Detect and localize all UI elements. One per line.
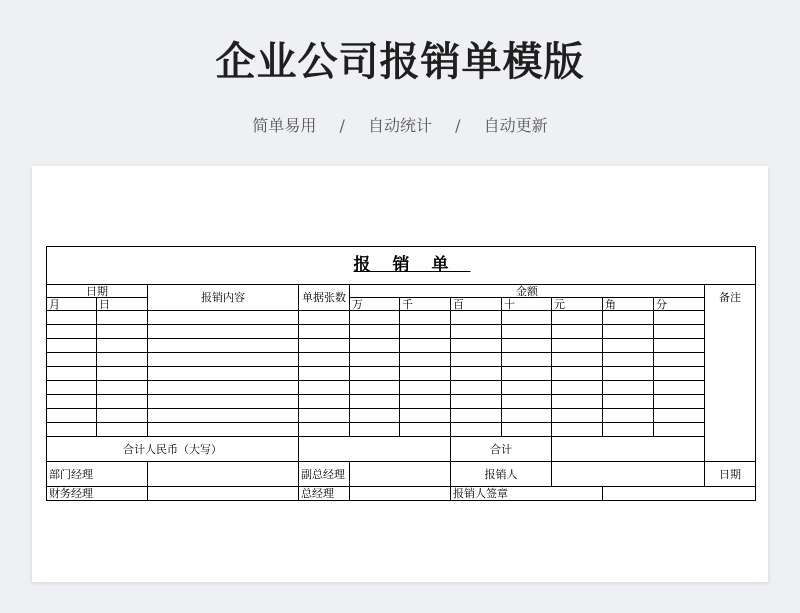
entry-cell[interactable] <box>47 381 97 395</box>
entry-cell[interactable] <box>47 353 97 367</box>
entry-cell[interactable] <box>400 409 451 423</box>
entry-cell[interactable] <box>552 325 603 339</box>
entry-cell[interactable] <box>603 325 654 339</box>
entry-row <box>47 367 756 381</box>
entry-cell[interactable] <box>47 325 97 339</box>
entry-cell[interactable] <box>552 409 603 423</box>
entry-cell[interactable] <box>148 381 299 395</box>
content-header: 报销内容 <box>148 285 299 311</box>
entry-cell[interactable] <box>148 339 299 353</box>
subtitle-item-auto-stats: 自动统计 <box>367 116 432 135</box>
claimant-label: 报销人 <box>451 462 552 487</box>
entry-cell[interactable] <box>654 311 705 325</box>
entry-cell[interactable] <box>603 353 654 367</box>
claimant-sign-label: 报销人签章 <box>451 487 603 501</box>
entry-cell[interactable] <box>451 381 502 395</box>
entry-cell[interactable] <box>299 381 350 395</box>
entry-cell[interactable] <box>552 353 603 367</box>
entry-cell[interactable] <box>654 325 705 339</box>
entry-cell[interactable] <box>299 311 350 325</box>
month-header: 月 <box>47 298 97 311</box>
unit-jiao: 角 <box>603 298 654 311</box>
entry-cell[interactable] <box>603 409 654 423</box>
document-card <box>32 166 768 582</box>
claimant-sign-value[interactable] <box>603 487 756 501</box>
entry-cell[interactable] <box>451 367 502 381</box>
unit-shi: 十 <box>502 298 552 311</box>
entry-cell[interactable] <box>299 423 350 437</box>
entry-cell[interactable] <box>97 325 148 339</box>
entry-row <box>47 325 756 339</box>
entry-cell[interactable] <box>502 311 552 325</box>
gm-value[interactable] <box>350 487 451 501</box>
subtitle-item-auto-update: 自动更新 <box>483 116 548 135</box>
entry-cell[interactable] <box>552 381 603 395</box>
entry-cell[interactable] <box>654 353 705 367</box>
entry-cell[interactable] <box>603 311 654 325</box>
entry-cell[interactable] <box>552 367 603 381</box>
date-header: 日期 <box>47 285 148 298</box>
entry-cell[interactable] <box>451 339 502 353</box>
entry-cell[interactable] <box>299 325 350 339</box>
entry-cell[interactable] <box>552 339 603 353</box>
entry-cell[interactable] <box>350 423 400 437</box>
entry-cell[interactable] <box>350 325 400 339</box>
entry-cell[interactable] <box>350 409 400 423</box>
entry-cell[interactable] <box>148 395 299 409</box>
entry-cell[interactable] <box>350 339 400 353</box>
entry-cell[interactable] <box>502 381 552 395</box>
entry-row <box>47 409 756 423</box>
entry-cell[interactable] <box>400 311 451 325</box>
entry-cell[interactable] <box>97 409 148 423</box>
entry-cell[interactable] <box>97 311 148 325</box>
finance-manager-value[interactable] <box>148 487 299 501</box>
subtitle-item-easy: 简单易用 <box>252 116 317 135</box>
entry-cell[interactable] <box>148 325 299 339</box>
entry-cell[interactable] <box>97 395 148 409</box>
entry-cell[interactable] <box>97 381 148 395</box>
entry-cell[interactable] <box>97 339 148 353</box>
entry-cell[interactable] <box>400 367 451 381</box>
entry-cell[interactable] <box>97 353 148 367</box>
entry-cell[interactable] <box>603 423 654 437</box>
doc-count-header: 单据张数 <box>299 285 350 311</box>
entry-cell[interactable] <box>299 339 350 353</box>
entry-cell[interactable] <box>148 353 299 367</box>
unit-fen: 分 <box>654 298 705 311</box>
amount-header: 金额 <box>350 285 705 298</box>
entry-cell[interactable] <box>654 339 705 353</box>
entry-cell[interactable] <box>603 395 654 409</box>
entry-cell[interactable] <box>603 381 654 395</box>
unit-wan: 万 <box>350 298 400 311</box>
entry-cell[interactable] <box>47 339 97 353</box>
entry-cell[interactable] <box>603 339 654 353</box>
total-rmb-label: 合计人民币（大写） <box>47 437 299 462</box>
entry-row <box>47 395 756 409</box>
total-label: 合计 <box>451 437 552 462</box>
entry-cell[interactable] <box>299 353 350 367</box>
entry-cell[interactable] <box>148 367 299 381</box>
entry-cell[interactable] <box>148 311 299 325</box>
gm-label: 总经理 <box>299 487 350 501</box>
signature-date-label: 日期 <box>705 462 756 487</box>
total-value[interactable] <box>552 437 705 462</box>
entry-row <box>47 311 756 325</box>
entry-row <box>47 423 756 437</box>
dept-manager-label: 部门经理 <box>47 462 148 487</box>
entry-cell[interactable] <box>148 409 299 423</box>
entry-cell[interactable] <box>400 325 451 339</box>
entry-cell[interactable] <box>654 409 705 423</box>
entry-cell[interactable] <box>97 423 148 437</box>
entry-cell[interactable] <box>654 423 705 437</box>
entry-cell[interactable] <box>400 381 451 395</box>
finance-manager-label: 财务经理 <box>47 487 148 501</box>
entry-cell[interactable] <box>400 353 451 367</box>
entry-row <box>47 381 756 395</box>
entry-cell[interactable] <box>502 367 552 381</box>
entry-cell[interactable] <box>47 395 97 409</box>
entry-cell[interactable] <box>451 325 502 339</box>
unit-bai: 百 <box>451 298 502 311</box>
entry-cell[interactable] <box>654 381 705 395</box>
entry-cell[interactable] <box>654 395 705 409</box>
entry-cell[interactable] <box>451 423 502 437</box>
entry-cell[interactable] <box>502 353 552 367</box>
entry-cell[interactable] <box>400 395 451 409</box>
entry-cell[interactable] <box>552 311 603 325</box>
total-rmb-value[interactable] <box>299 437 451 462</box>
entry-cell[interactable] <box>451 395 502 409</box>
subtitle-separator: / <box>339 116 345 135</box>
entry-cell[interactable] <box>552 395 603 409</box>
entry-cell[interactable] <box>47 409 97 423</box>
entry-cell[interactable] <box>400 423 451 437</box>
entry-cell[interactable] <box>350 367 400 381</box>
entry-cell[interactable] <box>299 367 350 381</box>
entry-cell[interactable] <box>299 409 350 423</box>
entry-cell[interactable] <box>502 409 552 423</box>
entry-cell[interactable] <box>502 339 552 353</box>
entry-cell[interactable] <box>350 353 400 367</box>
entry-cell[interactable] <box>97 367 148 381</box>
entry-cell[interactable] <box>47 423 97 437</box>
entry-cell[interactable] <box>603 367 654 381</box>
form-title: 报销单 <box>47 247 756 285</box>
reimbursement-form <box>46 246 756 501</box>
entry-row <box>47 339 756 353</box>
unit-qian: 千 <box>400 298 451 311</box>
entry-cell[interactable] <box>350 395 400 409</box>
entry-cell[interactable] <box>451 311 502 325</box>
note-header: 备注 <box>705 285 756 462</box>
entry-cell[interactable] <box>502 325 552 339</box>
entry-cell[interactable] <box>299 395 350 409</box>
entry-cell[interactable] <box>148 423 299 437</box>
day-header: 日 <box>97 298 148 311</box>
entry-cell[interactable] <box>654 367 705 381</box>
deputy-gm-value[interactable] <box>350 462 451 487</box>
page-subtitle <box>0 113 800 136</box>
claimant-value[interactable] <box>552 462 705 487</box>
entry-cell[interactable] <box>47 367 97 381</box>
entry-cell[interactable] <box>502 395 552 409</box>
entry-cell[interactable] <box>47 311 97 325</box>
subtitle-separator: / <box>455 116 461 135</box>
deputy-gm-label: 副总经理 <box>299 462 350 487</box>
entry-cell[interactable] <box>350 381 400 395</box>
entry-row <box>47 353 756 367</box>
unit-yuan: 元 <box>552 298 603 311</box>
entry-cell[interactable] <box>502 423 552 437</box>
entry-cell[interactable] <box>451 409 502 423</box>
entry-cell[interactable] <box>451 353 502 367</box>
entry-cell[interactable] <box>350 311 400 325</box>
entry-cell[interactable] <box>552 423 603 437</box>
entry-cell[interactable] <box>400 339 451 353</box>
page-title: 企业公司报销单模版 <box>215 39 585 85</box>
dept-manager-value[interactable] <box>148 462 299 487</box>
